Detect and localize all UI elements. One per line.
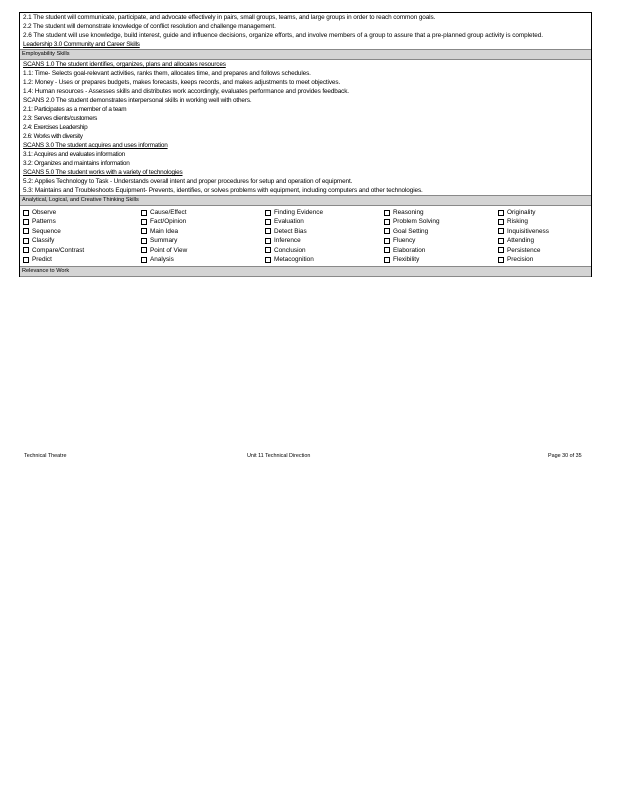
skill-checkbox-item[interactable] <box>498 208 591 217</box>
checkbox-icon[interactable] <box>498 219 504 225</box>
skill-checkbox-item[interactable] <box>141 208 265 217</box>
relevance-to-work-header: Relevance to Work <box>20 266 591 277</box>
skill-checkbox-item[interactable] <box>384 217 498 226</box>
skill-label: Classify <box>32 237 55 245</box>
checkbox-icon[interactable] <box>265 257 271 263</box>
checkbox-icon[interactable] <box>384 247 390 253</box>
checkbox-icon[interactable] <box>265 228 271 234</box>
checkbox-icon[interactable] <box>498 257 504 263</box>
skill-checkbox-item[interactable] <box>141 255 265 264</box>
skill-label: Fact/Opinion <box>150 218 187 226</box>
skill-label: Metacognition <box>274 255 314 263</box>
checkbox-icon[interactable] <box>23 210 29 216</box>
skill-label: Reasoning <box>393 209 424 216</box>
skill-checkbox-item[interactable] <box>23 236 141 245</box>
skill-checkbox-item[interactable] <box>384 208 498 217</box>
standards-table <box>19 12 592 277</box>
skill-checkbox-item[interactable] <box>384 255 498 264</box>
skill-checkbox-item[interactable] <box>23 255 141 264</box>
standard-line: 5.3: Maintains and Troubleshoots Equipment- Prevents, identifies, or solves problems with equipment, including computers and other technologies. <box>23 187 423 194</box>
standard-line: 2.1 The student will communicate, participate, and advocate effectively in pairs, small groups, teams, and large groups in order to reach common goals. <box>23 14 436 21</box>
checkbox-icon[interactable] <box>265 247 271 253</box>
checkbox-icon[interactable] <box>384 257 390 263</box>
checkbox-icon[interactable] <box>498 238 504 244</box>
checkbox-icon[interactable] <box>23 238 29 244</box>
skill-checkbox-item[interactable] <box>498 255 591 264</box>
standard-line: 3.2: Organizes and maintains information <box>23 160 130 167</box>
skill-checkbox-item[interactable] <box>498 246 591 255</box>
standard-line: SCANS 3.0 The student acquires and uses information <box>23 142 168 149</box>
standard-line: Leadership 3.0 Community and Career Skills <box>23 41 140 48</box>
skill-checkbox-item[interactable] <box>265 208 384 217</box>
standard-line: 2.6 The student will use knowledge, build interest, guide and influence decisions, organize efforts, and involve members of a group to assure that a pre-planned group activity is completed. <box>23 32 543 39</box>
checkbox-icon[interactable] <box>498 228 504 234</box>
skill-label: Analysis <box>150 255 174 263</box>
skill-label: Evaluation <box>274 218 304 226</box>
skill-label: Elaboration <box>393 246 426 254</box>
standard-line: 2.6: Works with diversity <box>23 133 83 140</box>
footer-left: Technical Theatre <box>24 453 67 459</box>
skill-checkbox-item[interactable] <box>23 208 141 217</box>
standard-line: 2.4: Exercises Leadership <box>23 124 88 131</box>
skill-checkbox-item[interactable] <box>141 236 265 245</box>
standard-line: 2.1: Participates as a member of a team <box>23 106 127 113</box>
skill-checkbox-item[interactable] <box>265 217 384 226</box>
skill-checkbox-item[interactable] <box>498 227 591 236</box>
skill-label: Flexibility <box>393 255 420 263</box>
skill-label: Inquisitiveness <box>507 227 549 235</box>
skill-checkbox-item[interactable] <box>384 236 498 245</box>
skill-label: Fluency <box>393 237 416 245</box>
checkbox-icon[interactable] <box>265 219 271 225</box>
skill-checkbox-item[interactable] <box>141 217 265 226</box>
skill-label: Originality <box>507 209 536 216</box>
skill-checkbox-item[interactable] <box>23 246 141 255</box>
skill-label: Sequence <box>32 227 61 235</box>
skill-label: Summary <box>150 237 178 245</box>
skill-checkbox-item[interactable] <box>384 227 498 236</box>
standard-line: SCANS 1.0 The student identifies, organizes, plans and allocates resources <box>23 61 226 68</box>
footer-center: Unit 11 Technical Direction <box>247 453 311 459</box>
checkbox-icon[interactable] <box>384 210 390 216</box>
skill-label: Predict <box>32 255 52 263</box>
checkbox-icon[interactable] <box>384 219 390 225</box>
analytical-skills-header: Analytical, Logical, and Creative Thinking Skills <box>20 195 591 206</box>
skill-checkbox-item[interactable] <box>265 236 384 245</box>
skill-label: Point of View <box>150 246 188 254</box>
checkbox-icon[interactable] <box>384 228 390 234</box>
scans-section <box>20 60 591 195</box>
checkbox-icon[interactable] <box>141 228 147 234</box>
skill-label: Problem Solving <box>393 218 440 226</box>
skill-label: Observe <box>32 209 57 216</box>
skill-label: Compare/Contrast <box>32 246 85 254</box>
checkbox-icon[interactable] <box>141 210 147 216</box>
skill-checkbox-item[interactable] <box>498 236 591 245</box>
checkbox-icon[interactable] <box>384 238 390 244</box>
standard-line: 2.3: Serves clients/customers <box>23 115 98 122</box>
standard-line: SCANS 5.0 The student works with a variety of technologies <box>23 169 183 176</box>
checkbox-icon[interactable] <box>141 247 147 253</box>
checkbox-icon[interactable] <box>141 219 147 225</box>
checkbox-icon[interactable] <box>265 238 271 244</box>
skill-label: Patterns <box>32 218 56 226</box>
skill-label: Detect Bias <box>274 227 307 235</box>
skill-checkbox-item[interactable] <box>23 217 141 226</box>
checkbox-icon[interactable] <box>141 257 147 263</box>
checkbox-icon[interactable] <box>23 228 29 234</box>
skill-label: Cause/Effect <box>150 209 187 216</box>
checkbox-icon[interactable] <box>23 247 29 253</box>
checkbox-icon[interactable] <box>23 219 29 225</box>
skill-label: Precision <box>507 255 534 263</box>
skill-checkbox-item[interactable] <box>265 227 384 236</box>
skill-label: Attending <box>507 237 535 245</box>
skill-label: Inference <box>274 237 301 245</box>
checkbox-icon[interactable] <box>141 238 147 244</box>
standard-line: 1.2: Money - Uses or prepares budgets, makes forecasts, keeps records, and makes adjustments to meet objectives. <box>23 79 341 86</box>
skill-checkbox-item[interactable] <box>141 246 265 255</box>
skill-label: Main Idea <box>150 227 179 235</box>
standard-line: 2.2 The student will demonstrate knowledge of conflict resolution and challenge management. <box>23 23 276 30</box>
standard-line: 1.4: Human resources - Assesses skills and distributes work accordingly, evaluates performance and provides feedback. <box>23 88 349 95</box>
standard-line: 3.1: Acquires and evaluates information <box>23 151 125 158</box>
checkbox-icon[interactable] <box>498 210 504 216</box>
skill-label: Persistence <box>507 246 541 254</box>
skill-label: Goal Setting <box>393 227 429 235</box>
standard-line: 5.2: Applies Technology to Task - Understands overall intent and proper procedures for setup and operation of equipment. <box>23 178 353 185</box>
checkbox-icon[interactable] <box>23 257 29 263</box>
skill-checkbox-item[interactable] <box>141 227 265 236</box>
checkbox-icon[interactable] <box>498 247 504 253</box>
standard-line: SCANS 2.0 The student demonstrates interpersonal skills in working well with others. <box>23 97 252 104</box>
footer-right: Page 30 of 35 <box>548 453 582 459</box>
skill-label: Finding Evidence <box>274 209 324 216</box>
skills-checklist <box>20 206 591 266</box>
standard-line: 1.1: Time- Selects goal-relevant activities, ranks them, allocates time, and prepares and follows schedules. <box>23 70 311 77</box>
skill-checkbox-item[interactable] <box>23 227 141 236</box>
skill-checkbox-item[interactable] <box>265 246 384 255</box>
employability-skills-header: Employability Skills <box>20 49 591 60</box>
skill-label: Conclusion <box>274 246 306 254</box>
checkbox-icon[interactable] <box>265 210 271 216</box>
skill-checkbox-item[interactable] <box>265 255 384 264</box>
skill-label: Risking <box>507 218 528 226</box>
standards-section <box>20 13 591 49</box>
skill-checkbox-item[interactable] <box>384 246 498 255</box>
skill-checkbox-item[interactable] <box>498 217 591 226</box>
